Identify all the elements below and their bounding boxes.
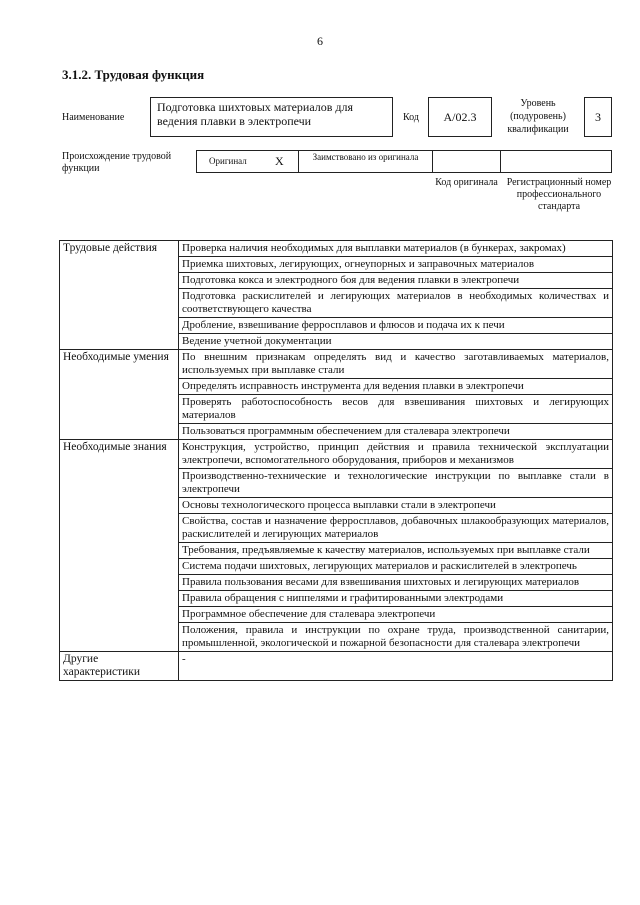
item-cell: Конструкция, устройство, принцип действия и правила технической эксплуатации электропечи, вспомогательного оборудования, приборов и механизмов	[179, 440, 613, 469]
name-label: Наименование	[62, 112, 125, 123]
table-row	[60, 241, 613, 257]
category-cell: Другие характеристики	[60, 652, 179, 681]
reg-number-caption: Регистрационный номер профессионального стандарта	[506, 177, 612, 212]
item-cell: -	[179, 652, 613, 681]
item-cell: По внешним признакам определять вид и качество заготавливаемых материалов, используемых при выплавке стали	[179, 350, 613, 379]
borrowed-cell: Заимствовано из оригинала	[298, 150, 433, 173]
code-label: Код	[403, 112, 419, 123]
orig-code-cell	[432, 150, 501, 173]
reg-number-cell	[500, 150, 612, 173]
item-cell: Программное обеспечение для сталевара электропечи	[179, 607, 613, 623]
item-cell: Пользоваться программным обеспечением для сталевара электропечи	[179, 424, 613, 440]
function-name-box: Подготовка шихтовых материалов для ведения плавки в электропечи	[150, 97, 393, 137]
item-cell: Ведение учетной документации	[179, 334, 613, 350]
item-cell: Проверять работоспособность весов для взвешивания шихтовых и легирующих материалов	[179, 395, 613, 424]
section-title: 3.1.2. Трудовая функция	[62, 67, 205, 82]
item-cell: Проверка наличия необходимых для выплавки материалов (в бункерах, закромах)	[179, 241, 613, 257]
page-number: 6	[317, 34, 323, 48]
function-table	[59, 240, 613, 681]
item-cell: Определять исправность инструмента для ведения плавки в электропечи	[179, 379, 613, 395]
item-cell: Положения, правила и инструкции по охране труда, производственной санитарии, промышленной, экологической и пожарной безопасности для сталевара электропечи	[179, 623, 613, 652]
item-cell: Основы технологического процесса выплавки стали в электропечи	[179, 498, 613, 514]
category-cell: Необходимые знания	[60, 440, 179, 652]
level-label: Уровень (подуровень) квалификации	[507, 98, 569, 135]
table-row	[60, 652, 613, 681]
item-cell: Требования, предъявляемые к качеству материалов, используемых при выплавке стали	[179, 543, 613, 559]
original-mark: X	[275, 154, 284, 168]
table-row	[60, 440, 613, 469]
category-cell: Трудовые действия	[60, 241, 179, 350]
item-cell: Приемка шихтовых, легирующих, огнеупорных и заправочных материалов	[179, 257, 613, 273]
item-cell: Правила пользования весами для взвешивания шихтовых и легирующих материалов	[179, 575, 613, 591]
item-cell: Дробление, взвешивание ферросплавов и флюсов и подача их к печи	[179, 318, 613, 334]
item-cell: Подготовка раскислителей и легирующих материалов в необходимых количествах и соответствующего качества	[179, 289, 613, 318]
item-cell: Подготовка кокса и электродного боя для ведения плавки в электропечи	[179, 273, 613, 289]
item-cell: Система подачи шихтовых, легирующих материалов и раскислителей в электропечь	[179, 559, 613, 575]
origin-label: Происхождение трудовой функции	[62, 151, 172, 174]
function-code-box: А/02.3	[428, 97, 492, 137]
original-label: Оригинал	[209, 156, 247, 166]
original-cell	[196, 150, 299, 173]
item-cell: Свойства, состав и назначение ферросплавов, добавочных шлакообразующих материалов, раскислителей и легирующих материалов	[179, 514, 613, 543]
orig-code-caption: Код оригинала	[435, 177, 498, 188]
category-cell: Необходимые умения	[60, 350, 179, 440]
level-box: 3	[584, 97, 612, 137]
item-cell: Правила обращения с ниппелями и графитированными электродами	[179, 591, 613, 607]
item-cell: Производственно-технические и технологические инструкции по выплавке стали в электропечи	[179, 469, 613, 498]
table-row	[60, 350, 613, 379]
